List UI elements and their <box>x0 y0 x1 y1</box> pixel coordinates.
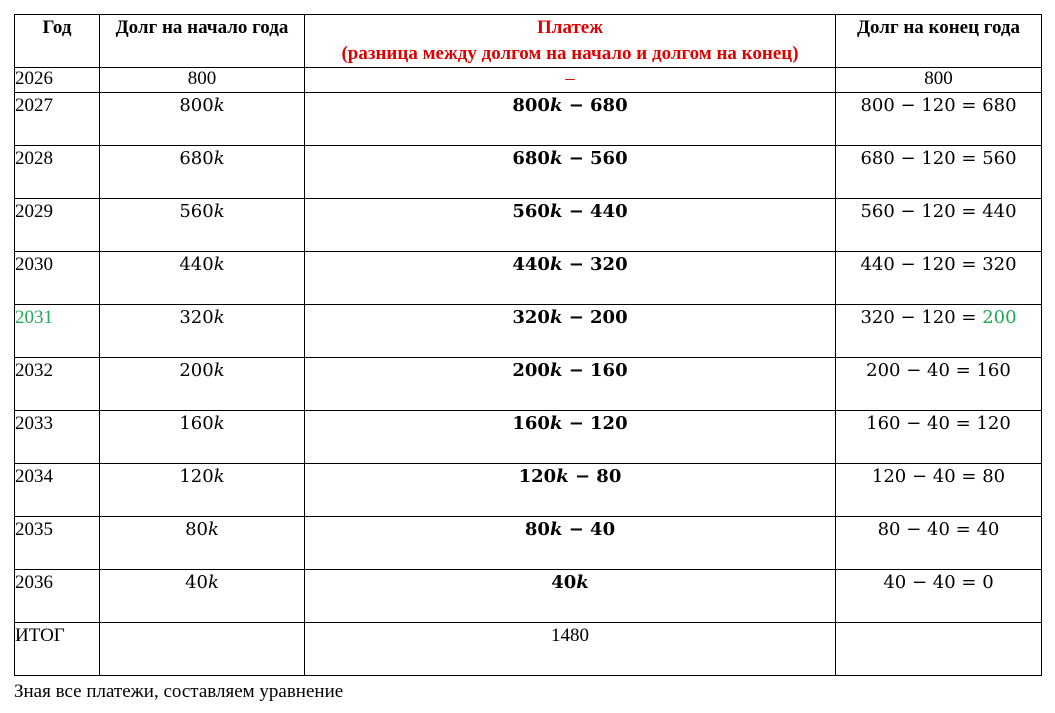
start-debt-value: 40k <box>185 572 219 593</box>
table-row <box>15 68 1042 93</box>
cell-payment: – <box>305 68 836 93</box>
cell-payment <box>305 93 836 146</box>
end-debt-expression: 40 − 40 = <box>883 572 983 593</box>
table-row <box>15 464 1042 517</box>
end-debt-expression: 320 − 120 = <box>860 307 983 328</box>
total-label: ИТОГ <box>15 623 100 676</box>
cell-year: 2027 <box>15 93 100 146</box>
cell-end-debt <box>836 464 1042 517</box>
cell-year: 2026 <box>15 68 100 93</box>
end-debt-expression: 560 − 120 = <box>860 201 983 222</box>
cell-start-debt <box>100 570 305 623</box>
cell-end-debt <box>836 517 1042 570</box>
table-row <box>15 305 1042 358</box>
table-row <box>15 411 1042 464</box>
cell-start-debt <box>100 358 305 411</box>
cell-year: 2035 <box>15 517 100 570</box>
header-end-debt: Долг на конец года <box>836 15 1042 68</box>
header-payment-title: Платеж <box>537 17 603 38</box>
end-debt-expression: 200 − 40 = <box>866 360 977 381</box>
start-debt-value: 800k <box>179 95 225 116</box>
cell-payment <box>305 252 836 305</box>
cell-empty <box>100 623 305 676</box>
header-payment-subtitle: (разница между долгом на начало и долгом на конец) <box>341 43 799 64</box>
payment-value: 440k − 320 <box>512 254 628 275</box>
end-debt-expression: 160 − 40 = <box>866 413 977 434</box>
total-row <box>15 623 1042 676</box>
table-row <box>15 517 1042 570</box>
start-debt-value: 120k <box>179 466 225 487</box>
start-debt-value: 560k <box>179 201 225 222</box>
end-debt-value: 440 <box>982 201 1017 222</box>
cell-start-debt <box>100 93 305 146</box>
end-debt-expression: 680 − 120 = <box>860 148 983 169</box>
cell-year: 2033 <box>15 411 100 464</box>
header-start-debt: Долг на начало года <box>100 15 305 68</box>
cell-year: 2031 <box>15 305 100 358</box>
cell-start-debt <box>100 305 305 358</box>
end-debt-value: 80 <box>982 466 1006 487</box>
cell-start-debt <box>100 517 305 570</box>
payment-value: 200k − 160 <box>512 360 628 381</box>
cell-payment <box>305 305 836 358</box>
table-row <box>15 199 1042 252</box>
cell-end-debt <box>836 199 1042 252</box>
payment-value: 40k <box>551 572 589 593</box>
payment-value: 120k − 80 <box>518 466 622 487</box>
cell-end-debt <box>836 358 1042 411</box>
start-debt-value: 160k <box>179 413 225 434</box>
debt-table <box>14 14 1042 676</box>
cell-start-debt <box>100 199 305 252</box>
table-row <box>15 93 1042 146</box>
cell-payment <box>305 199 836 252</box>
cell-end-debt: 800 <box>836 68 1042 93</box>
payment-value: 160k − 120 <box>512 413 628 434</box>
cell-end-debt <box>836 570 1042 623</box>
cell-year: 2036 <box>15 570 100 623</box>
cell-end-debt <box>836 252 1042 305</box>
end-debt-value: 680 <box>982 95 1017 116</box>
cell-end-debt <box>836 411 1042 464</box>
cell-start-debt <box>100 411 305 464</box>
cell-payment <box>305 358 836 411</box>
end-debt-value: 560 <box>982 148 1017 169</box>
end-debt-value: 0 <box>982 572 994 593</box>
cell-year: 2028 <box>15 146 100 199</box>
cell-start-debt <box>100 146 305 199</box>
header-row <box>15 15 1042 68</box>
header-year: Год <box>15 15 100 68</box>
table-body <box>15 68 1042 676</box>
cell-empty <box>836 623 1042 676</box>
start-debt-value: 200k <box>179 360 225 381</box>
cell-start-debt: 800 <box>100 68 305 93</box>
start-debt-value: 320k <box>179 307 225 328</box>
end-debt-expression: 440 − 120 = <box>860 254 983 275</box>
payment-value: 800k − 680 <box>512 95 628 116</box>
end-debt-value: 200 <box>982 307 1017 328</box>
caption: Зная все платежи, составляем уравнение <box>14 681 344 702</box>
end-debt-value: 40 <box>976 519 1000 540</box>
cell-payment <box>305 146 836 199</box>
cell-year: 2029 <box>15 199 100 252</box>
end-debt-expression: 120 − 40 = <box>871 466 983 487</box>
table-row <box>15 570 1042 623</box>
cell-payment <box>305 411 836 464</box>
header-payment <box>305 15 836 68</box>
payment-value: 680k − 560 <box>512 148 628 169</box>
end-debt-expression: 80 − 40 = <box>877 519 977 540</box>
total-payment: 1480 <box>305 623 836 676</box>
cell-year: 2030 <box>15 252 100 305</box>
table-row <box>15 358 1042 411</box>
payment-value: 320k − 200 <box>512 307 628 328</box>
start-debt-value: 440k <box>179 254 225 275</box>
table-row <box>15 146 1042 199</box>
payment-value: 560k − 440 <box>512 201 628 222</box>
cell-start-debt <box>100 252 305 305</box>
table-row <box>15 252 1042 305</box>
cell-payment <box>305 464 836 517</box>
cell-end-debt <box>836 93 1042 146</box>
payment-value: 80k − 40 <box>524 519 616 540</box>
cell-payment <box>305 517 836 570</box>
cell-end-debt <box>836 305 1042 358</box>
end-debt-value: 320 <box>982 254 1017 275</box>
cell-payment <box>305 570 836 623</box>
end-debt-value: 160 <box>976 360 1011 381</box>
end-debt-expression: 800 − 120 = <box>860 95 983 116</box>
cell-end-debt <box>836 146 1042 199</box>
end-debt-value: 120 <box>976 413 1011 434</box>
cell-year: 2032 <box>15 358 100 411</box>
start-debt-value: 680k <box>179 148 225 169</box>
cell-year: 2034 <box>15 464 100 517</box>
cell-start-debt <box>100 464 305 517</box>
start-debt-value: 80k <box>185 519 219 540</box>
